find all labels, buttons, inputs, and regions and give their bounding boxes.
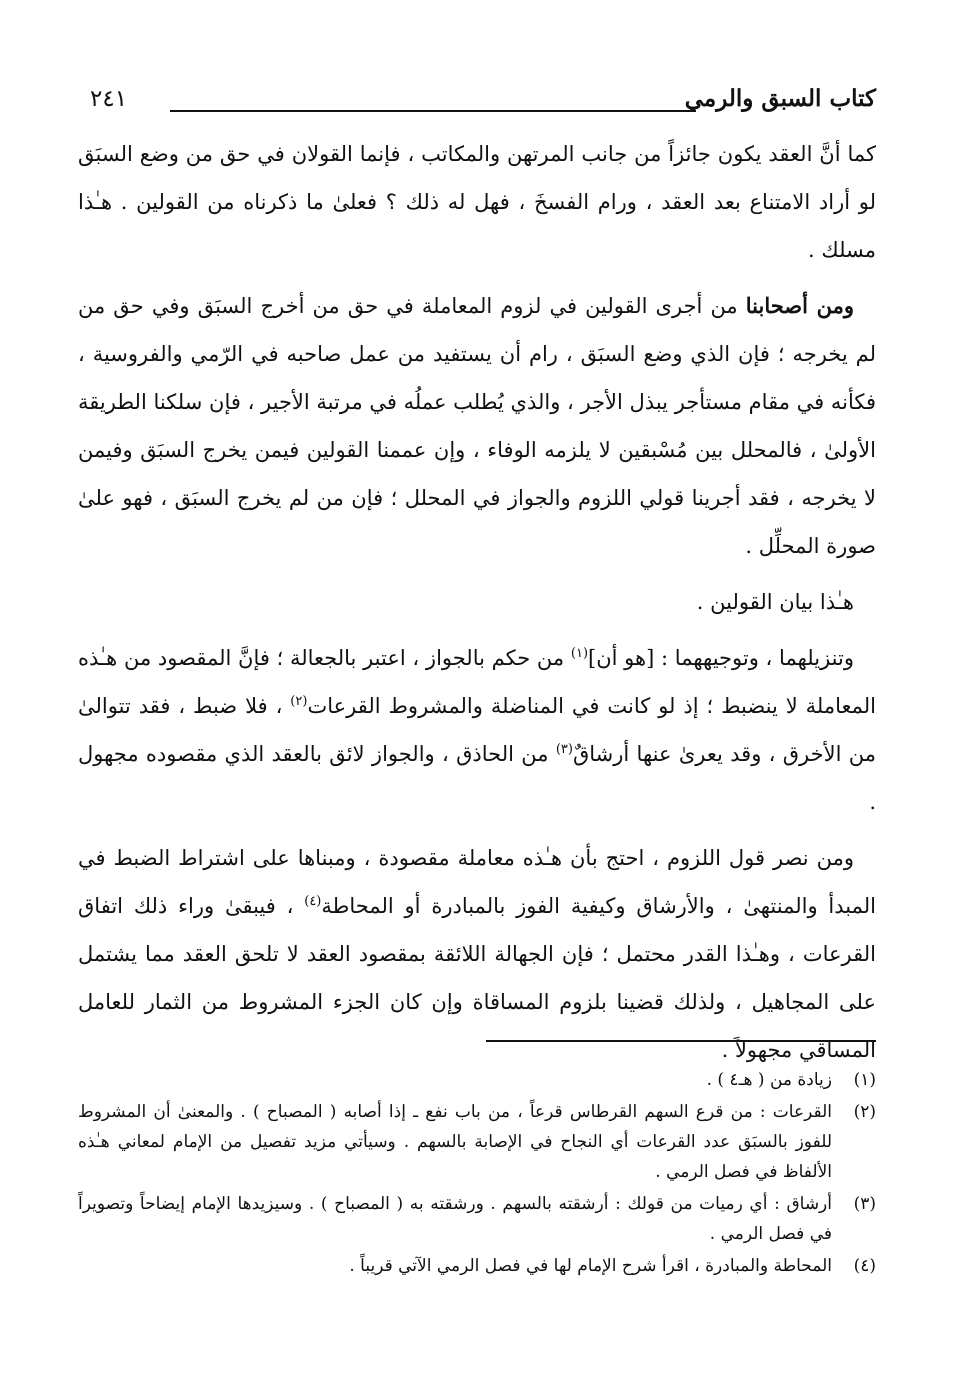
footnote-item (78, 1251, 876, 1281)
footnote-number: (٣) (853, 1194, 876, 1214)
page-number: ٢٤١ (90, 86, 128, 112)
paragraph-text: من حكم بالجواز ، اعتبر بالجعالة ؛ فإنَّ المقصود من هـٰذه المعاملة لا ينضبط ؛ إذ لو كانت في المناضلة والمشروط القرعات (78, 646, 876, 718)
footnote-number: (٤) (853, 1256, 876, 1276)
paragraph-text: من الحاذق ، والجواز لائق بالعقد الذي مقصوده مجهول . (78, 742, 876, 814)
paragraph-text: هـٰذا بيان القولين . (696, 590, 854, 614)
footnote-separator (486, 1040, 876, 1042)
body-paragraph (78, 130, 876, 274)
header-rule (170, 110, 696, 112)
body-paragraph (78, 634, 876, 826)
paragraph-lead: ومن أصحابنا (745, 293, 854, 318)
footnotes (78, 1065, 876, 1283)
body-paragraph (78, 282, 876, 570)
footnote-number: (١) (853, 1070, 876, 1090)
footnote-item (78, 1189, 876, 1249)
page-header (78, 82, 876, 126)
footnote-text: زيادة من ( هـ٤ ) . (706, 1070, 832, 1090)
footnote-number: (٢) (853, 1102, 876, 1122)
paragraph-text: ، فيبقىٰ وراء ذلك اتفاق القرعات ، وهـٰذا القدر محتمل ؛ فإن الجهالة اللائقة بمقصود العقد لا تلحق العقد مما يشتمل على المجاهيل ، ولذلك قضينا بلزوم المساقاة وإن كان الجزء المشروط من الثمار للعامل المساقي مجهولاً . (78, 894, 877, 1062)
main-text (78, 130, 876, 1082)
document-page (78, 70, 876, 1370)
paragraph-text: ومن نصر قول اللزوم ، احتج بأن هـٰذه معاملة مقصودة ، ومبناها على اشتراط الضبط في المبدأ والمنتهىٰ ، والأرشاق وكيفية الفوز بالمبادرة أو المحاطة (78, 846, 876, 918)
footnote-text: القرعات : من قرع السهم القرطاس قرعاً ، من باب نفع ـ إذا أصابه ( المصباح ) . والمعنىٰ أن المشروط للفوز بالسبَق عدد القرعات أي النجاح في الإصابة بالسهم . وسيأتي مزيد تفصيل من الإمام لمعاني هـٰذه الألفاظ في فصل الرمي . (78, 1102, 832, 1182)
paragraph-text: وتنزيلهما ، وتوجيههما : [هو أن] (588, 646, 854, 670)
footnote-reference: (٤) (304, 894, 322, 909)
paragraph-text: من أجرى القولين في لزوم المعاملة في حق من أخرج السبَق وفي حق من لم يخرجه ؛ فإن الذي وضع السبَق ، رام أن يستفيد من عمل صاحبه في الرّمي والفروسية ، فكأنه في مقام مستأجر يبذل الأجر ، والذي يُطلب عملُه في مرتبة الأجير ، فإن سلكنا الطريقة الأولىٰ ، فالمحلل بين مُسْبقين لا يلزمه الوفاء ، وإن عممنا القولين فيمن يخرج السبَق وفيمن لا يخرجه ، فقد أجرينا قولي اللزوم والجواز في المحلل ؛ فإن من لم يخرج السبَق ، فهو علىٰ صورة المحلِّل . (78, 294, 876, 558)
footnote-reference: (١) (570, 646, 589, 661)
footnote-item (78, 1097, 876, 1187)
body-paragraph (78, 834, 876, 1074)
footnote-text: أرشاق : أي رميات من قولك : أرشقته بالسهم . ورشقته به ( المصباح ) . وسيزيدها الإمام إيضاحاً وتصويراً في فصل الرمي . (78, 1194, 832, 1244)
footnote-reference: (٣) (555, 742, 573, 757)
footnote-reference: (٢) (290, 694, 308, 709)
running-title: كتاب السبق والرمي (684, 85, 876, 112)
footnote-text: المحاطة والمبادرة ، اقرأ شرح الإمام لها في فصل الرمي الآتي قريباً . (349, 1256, 832, 1276)
paragraph-text: ، فلا ضبط ، فقد تتوالىٰ من الأخرق ، وقد يعرىٰ عنها أرشاقٌ (78, 694, 876, 766)
body-paragraph (78, 578, 876, 626)
footnote-item (78, 1065, 876, 1095)
paragraph-text: كما أنَّ العقد يكون جائزاً من جانب المرتهن والمكاتب ، فإنما القولان في حق من وضع السبَق لو أراد الامتناع بعد العقد ، ورام الفسخَ ، فهل له ذلك ؟ فعلىٰ ما ذكرناه من القولين . هـٰذا مسلك . (78, 142, 876, 262)
